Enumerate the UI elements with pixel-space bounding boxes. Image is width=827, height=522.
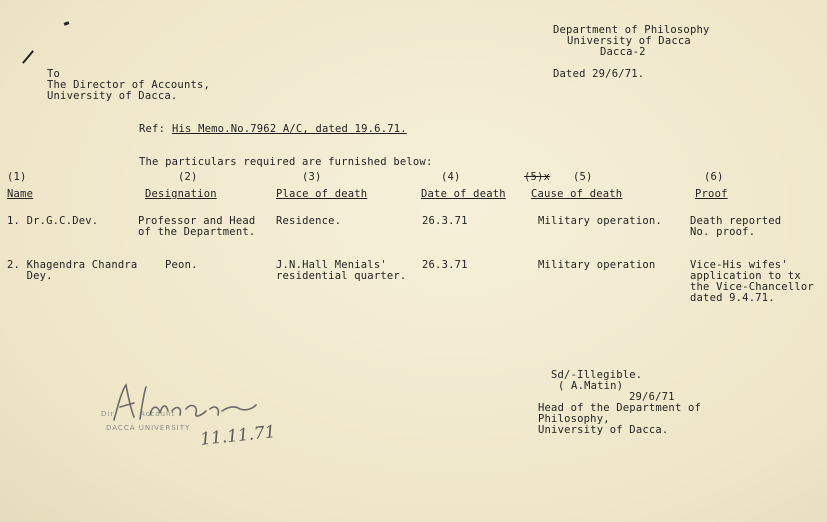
- row-1-proof-line-1: Death reported: [690, 215, 782, 227]
- column-number-3: (3): [302, 171, 322, 183]
- stamp-line-1: Dir Account: [101, 410, 176, 418]
- signature-date: 29/6/71: [629, 391, 675, 403]
- signature-name: ( A.Matin): [558, 380, 624, 392]
- intro-text: The particulars required are furnished below:: [139, 156, 433, 168]
- stamp-line-2: DACCA UNIVERSITY: [106, 424, 191, 432]
- column-number-5: (5): [573, 171, 593, 183]
- column-number-4: (4): [441, 171, 461, 183]
- ink-speck: [64, 21, 70, 26]
- row-2-proof-line-2: application to tx: [690, 270, 801, 282]
- row-2-place-line-2: residential quarter.: [276, 270, 407, 282]
- row-1-name: 1. Dr.G.C.Dev.: [7, 215, 99, 227]
- header-proof: Proof: [695, 188, 728, 200]
- column-number-1: (1): [7, 171, 27, 183]
- university-name: University of Dacca: [567, 35, 691, 47]
- ink-stroke: [22, 50, 34, 64]
- row-1-date: 26.3.71: [422, 215, 468, 227]
- row-2-cause: Military operation: [538, 259, 656, 271]
- row-1-cause: Military operation.: [538, 215, 662, 227]
- row-1-designation-line-2: of the Department.: [138, 226, 256, 238]
- city-name: Dacca-2: [600, 46, 646, 58]
- row-1-designation-line-1: Professor and Head: [138, 215, 256, 227]
- row-2-proof-line-1: Vice-His wifes': [690, 259, 788, 271]
- signature-title-3: University of Dacca.: [538, 424, 669, 436]
- header-designation: Designation: [145, 188, 217, 200]
- header-date-of-death: Date of death: [421, 188, 506, 200]
- column-number-struck: (5)x: [524, 171, 551, 183]
- reference-prefix: Ref:: [139, 123, 166, 135]
- row-2-name-line-1: 2. Khagendra Chandra: [7, 259, 138, 271]
- row-2-designation: Peon.: [165, 259, 198, 271]
- header-name: Name: [7, 188, 34, 200]
- row-2-place-line-1: J.N.Hall Menials': [276, 259, 387, 271]
- addressee-line-1: The Director of Accounts,: [47, 79, 211, 91]
- header-cause-of-death: Cause of death: [531, 188, 623, 200]
- row-1-proof-line-2: No. proof.: [690, 226, 756, 238]
- row-2-proof-line-4: dated 9.4.71.: [690, 292, 775, 304]
- letter-date: Dated 29/6/71.: [553, 68, 645, 80]
- row-2-name-line-2: Dey.: [7, 270, 53, 282]
- signature-title-2: Philosophy,: [538, 413, 610, 425]
- signature-sd: Sd/-Illegible.: [551, 369, 643, 381]
- column-number-2: (2): [178, 171, 198, 183]
- addressee-to: To: [47, 68, 61, 80]
- row-1-place: Residence.: [276, 215, 342, 227]
- signature-title-1: Head of the Department of: [538, 402, 702, 414]
- column-number-6: (6): [704, 171, 724, 183]
- reference-text: His Memo.No.7962 A/C, dated 19.6.71.: [172, 123, 407, 135]
- addressee-line-2: University of Dacca.: [47, 90, 178, 102]
- header-place-of-death: Place of death: [276, 188, 368, 200]
- row-2-proof-line-3: the Vice-Chancellor: [690, 281, 814, 293]
- handwritten-date: 11.11.71: [199, 422, 277, 450]
- department-name: Department of Philosophy: [553, 24, 710, 36]
- row-2-date: 26.3.71: [422, 259, 468, 271]
